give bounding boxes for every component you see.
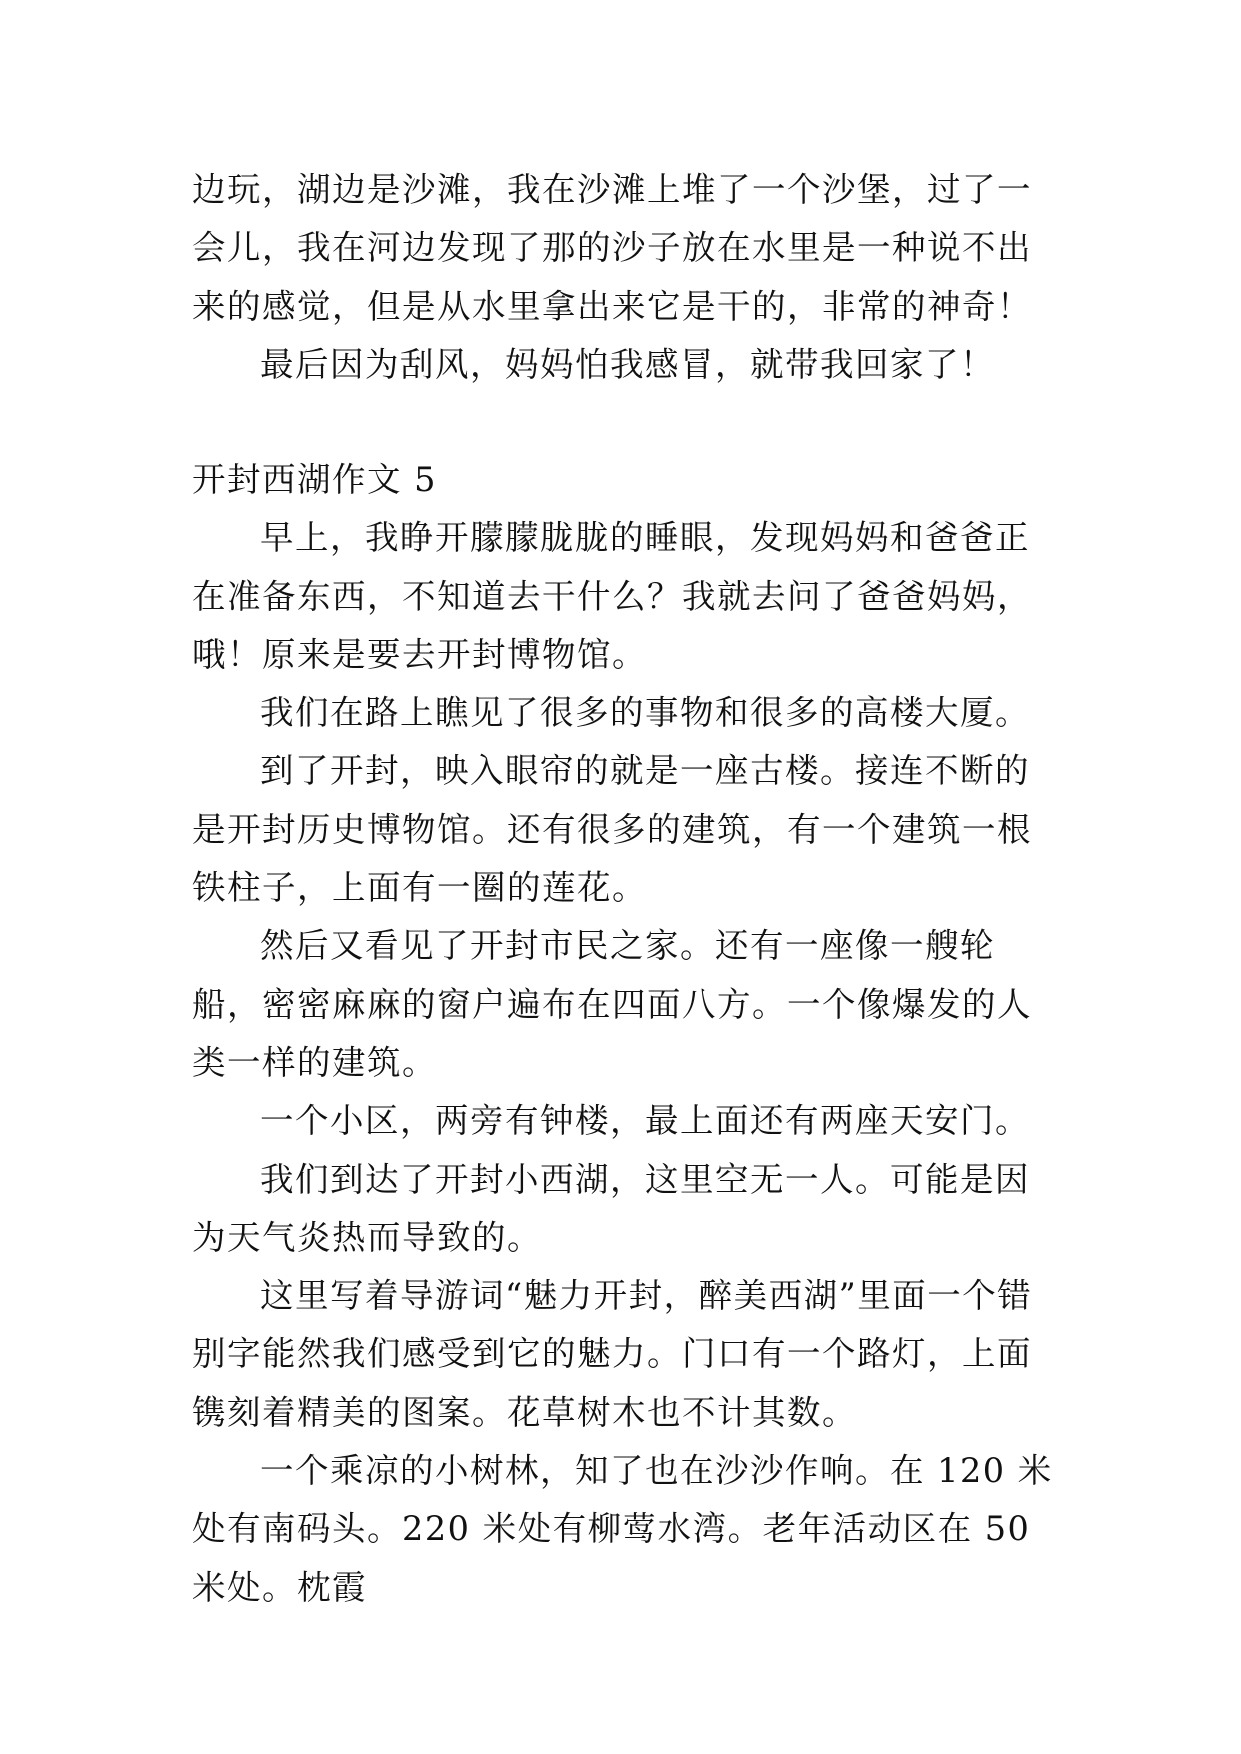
- essay-section: [192, 451, 1062, 1617]
- continuation-text: [192, 161, 1062, 394]
- paragraph: 一个小区，两旁有钟楼，最上面还有两座天安门。: [260, 1101, 1030, 1141]
- paragraph: 我们在路上瞧见了很多的事物和很多的高楼大厦。: [260, 693, 1030, 733]
- paragraph: 最后因为刮风，妈妈怕我感冒，就带我回家了！: [260, 344, 995, 384]
- paragraph: 我们到达了开封小西湖，这里空无一人。可能是因为天气炎热而导致的。: [192, 1159, 1030, 1257]
- paragraph: 到了开封，映入眼帘的就是一座古楼。接连不断的是开封历史博物馆。还有很多的建筑，有一个建筑一根铁柱子，上面有一圈的莲花。: [192, 751, 1032, 908]
- paragraph: 然后又看见了开封市民之家。还有一座像一艘轮船，密密麻麻的窗户遍布在四面八方。一个像爆发的人类一样的建筑。: [192, 926, 1032, 1082]
- paragraph: 这里写着导游词“魅力开封，醉美西湖”里面一个错别字能然我们感受到它的魅力。门口有一个路灯，上面镌刻着精美的图案。花草树木也不计其数。: [192, 1276, 1033, 1432]
- paragraph: 早上，我睁开朦朦胧胧的睡眼，发现妈妈和爸爸正在准备东西，不知道去干什么？我就去问了爸爸妈妈，哦！原来是要去开封博物馆。: [192, 518, 1032, 674]
- paragraph: 一个乘凉的小树林，知了也在沙沙作响。在 120 米处有南码头。220 米处有柳莺水湾。老年活动区在 50 米处。枕霞: [192, 1451, 1053, 1607]
- paragraph: 边玩，湖边是沙滩，我在沙滩上堆了一个沙堡，过了一会儿，我在河边发现了那的沙子放在水里是一种说不出来的感觉，但是从水里拿出来它是干的，非常的神奇！: [192, 170, 1032, 326]
- section-title: 开封西湖作文 5: [192, 460, 437, 499]
